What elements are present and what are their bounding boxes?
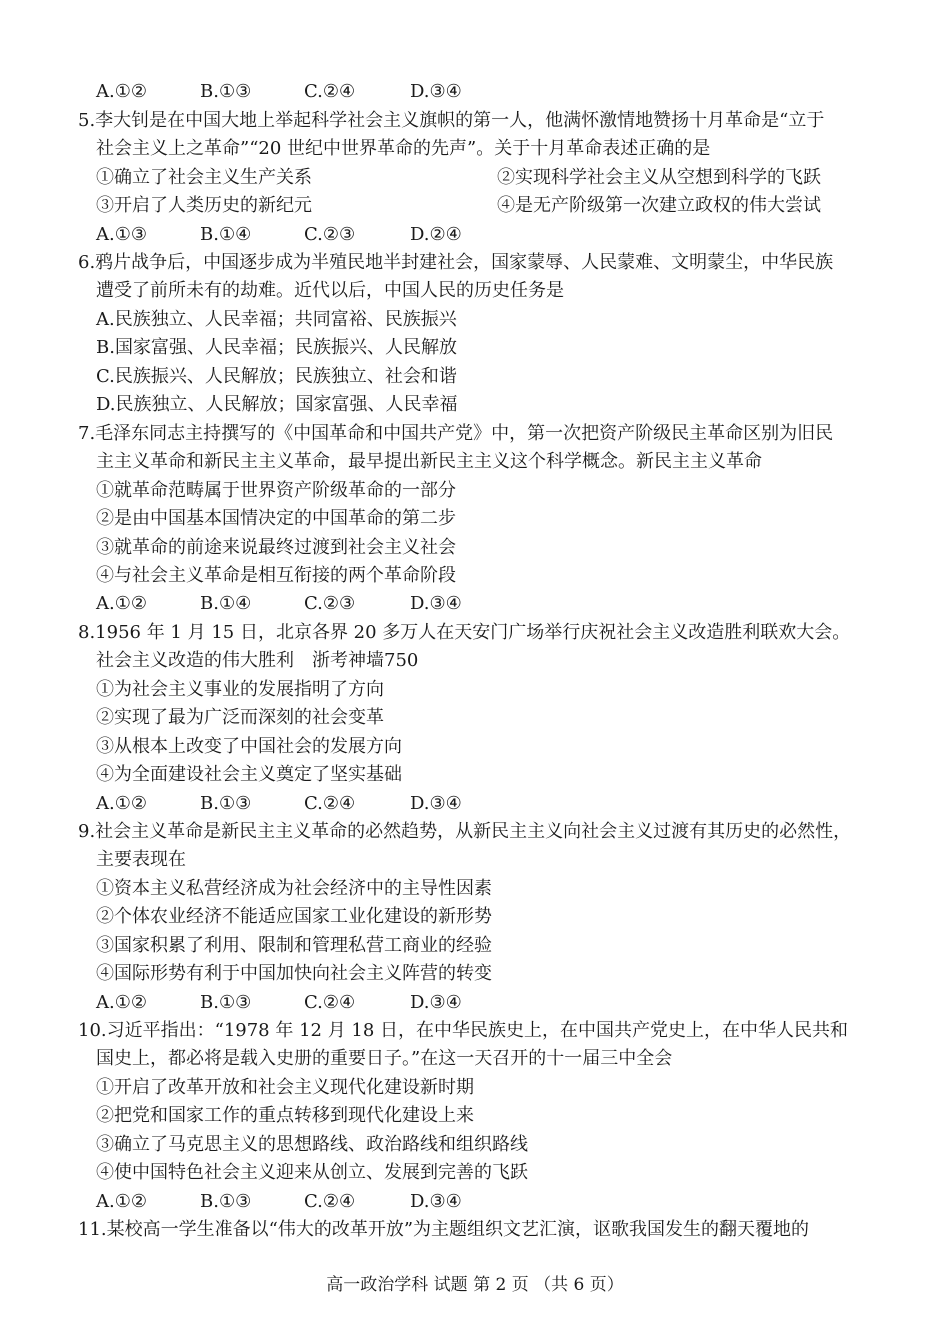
q10-options [0, 1188, 950, 1216]
q5-options [0, 221, 950, 249]
q7-stem-line-1: 7.毛泽东同志主持撰写的《中国革命和中国共产党》中，第一次把资产阶级民主革命区别为旧民 [78, 423, 834, 444]
q8-stem-line-1: 8.1956 年 1 月 15 日，北京各界 20 多万人在天安门广场举行庆祝社会主义改造胜利联欢大会。 [78, 622, 851, 643]
q5-stem-line-2: 社会主义上之革命”“20 世纪中世界革命的先声”。关于十月革命表述正确的是 [96, 138, 711, 159]
q10-statement-4: ④使中国特色社会主义迎来从创立、发展到完善的飞跃 [96, 1162, 528, 1183]
q9-statement-1: ①资本主义私营经济成为社会经济中的主导性因素 [96, 878, 492, 899]
option-b: B.①③ [200, 81, 252, 102]
option-a: A.①② [96, 81, 147, 102]
q9-statement-3: ③国家积累了利用、限制和管理私营工商业的经验 [96, 935, 492, 956]
q5-statements-row-2 [0, 192, 950, 220]
option-a: A.①③ [96, 224, 147, 245]
q7-options [0, 590, 950, 618]
option-a: A.①② [96, 593, 147, 614]
q9-stem-line-1: 9.社会主义革命是新民主主义革命的必然趋势，从新民主主义向社会主义过渡有其历史的必然性， [78, 821, 852, 842]
q6-option-a: A.民族独立、人民幸福；共同富裕、民族振兴 [96, 309, 457, 330]
option-a: A.①② [96, 1191, 147, 1212]
option-a: A.①② [96, 992, 147, 1013]
q6-stem-line-2: 遭受了前所未有的劫难。近代以后，中国人民的历史任务是 [96, 280, 564, 301]
q8-statement-4: ④为全面建设社会主义奠定了坚实基础 [96, 764, 402, 785]
q5-statement-1: ①确立了社会主义生产关系 [96, 167, 312, 188]
footer-subject: 高一政治学科 [326, 1275, 429, 1295]
q5-statement-2: ②实现科学社会主义从空想到科学的飞跃 [497, 167, 821, 188]
q9-stem-line-2: 主要表现在 [96, 849, 186, 870]
q5-statement-4: ④是无产阶级第一次建立政权的伟大尝试 [497, 195, 821, 216]
page-footer [0, 1272, 950, 1298]
q9-options [0, 989, 950, 1017]
option-c: C.②④ [304, 992, 356, 1013]
option-d: D.③④ [410, 1191, 462, 1212]
q5-stem-line-1: 5.李大钊是在中国大地上举起科学社会主义旗帜的第一人，他满怀激情地赞扬十月革命是“立于 [78, 110, 825, 131]
footer-label: 试题 [433, 1275, 468, 1295]
q7-stem-line-2: 主主义革命和新民主主义革命，最早提出新民主主义这个科学概念。新民主主义革命 [96, 451, 762, 472]
q10-stem-line-1: 10.习近平指出：“1978 年 12 月 18 日，在中华民族史上，在中国共产党史上，在中华人民共和 [78, 1020, 849, 1041]
q6-option-d: D.民族独立、人民解放；国家富强、人民幸福 [96, 394, 458, 415]
q8-options [0, 790, 950, 818]
option-c: C.②④ [304, 81, 356, 102]
q7-statement-3: ③就革命的前途来说最终过渡到社会主义社会 [96, 537, 456, 558]
q4-options [0, 78, 950, 106]
q6-stem-line-1: 6.鸦片战争后，中国逐步成为半殖民地半封建社会，国家蒙辱、人民蒙难、文明蒙尘，中华民族 [78, 252, 834, 273]
q7-statement-1: ①就革命范畴属于世界资产阶级革命的一部分 [96, 480, 456, 501]
q10-statement-3: ③确立了马克思主义的思想路线、政治路线和组织路线 [96, 1134, 528, 1155]
q10-statement-2: ②把党和国家工作的重点转移到现代化建设上来 [96, 1105, 474, 1126]
option-d: D.③④ [410, 593, 462, 614]
q10-statement-1: ①开启了改革开放和社会主义现代化建设新时期 [96, 1077, 474, 1098]
option-d: D.③④ [410, 81, 462, 102]
q6-option-c: C.民族振兴、人民解放；民族独立、社会和谐 [96, 366, 457, 387]
q7-statement-4: ④与社会主义革命是相互衔接的两个革命阶段 [96, 565, 456, 586]
footer-page: 第 2 页 [473, 1275, 529, 1295]
option-b: B.①③ [200, 1191, 252, 1212]
option-d: D.②④ [410, 224, 462, 245]
q11-stem-line-1: 11.某校高一学生准备以“伟大的改革开放”为主题组织文艺汇演，讴歌我国发生的翻天覆地的 [78, 1219, 810, 1240]
q8-statement-2: ②实现了最为广泛而深刻的社会变革 [96, 707, 384, 728]
q9-statement-2: ②个体农业经济不能适应国家工业化建设的新形势 [96, 906, 492, 927]
option-b: B.①④ [200, 593, 252, 614]
q7-statement-2: ②是由中国基本国情决定的中国革命的第二步 [96, 508, 456, 529]
option-b: B.①③ [200, 992, 252, 1013]
option-d: D.③④ [410, 992, 462, 1013]
q10-stem-line-2: 国史上，都必将是载入史册的重要日子。”在这一天召开的十一届三中全会 [96, 1048, 673, 1069]
q9-statement-4: ④国际形势有利于中国加快向社会主义阵营的转变 [96, 963, 492, 984]
option-c: C.②④ [304, 1191, 356, 1212]
q8-statement-1: ①为社会主义事业的发展指明了方向 [96, 679, 384, 700]
option-b: B.①③ [200, 793, 252, 814]
option-c: C.②③ [304, 224, 356, 245]
q8-stem-line-2: 社会主义改造的伟大胜利 浙考神墙750 [96, 650, 419, 671]
option-a: A.①② [96, 793, 147, 814]
q6-option-b: B.国家富强、人民幸福；民族振兴、人民解放 [96, 337, 457, 358]
option-b: B.①④ [200, 224, 252, 245]
option-d: D.③④ [410, 793, 462, 814]
footer-total: （共 6 页） [534, 1275, 624, 1295]
q5-statements-row-1 [0, 164, 950, 192]
q8-statement-3: ③从根本上改变了中国社会的发展方向 [96, 736, 402, 757]
option-c: C.②③ [304, 593, 356, 614]
option-c: C.②④ [304, 793, 356, 814]
q5-statement-3: ③开启了人类历史的新纪元 [96, 195, 312, 216]
